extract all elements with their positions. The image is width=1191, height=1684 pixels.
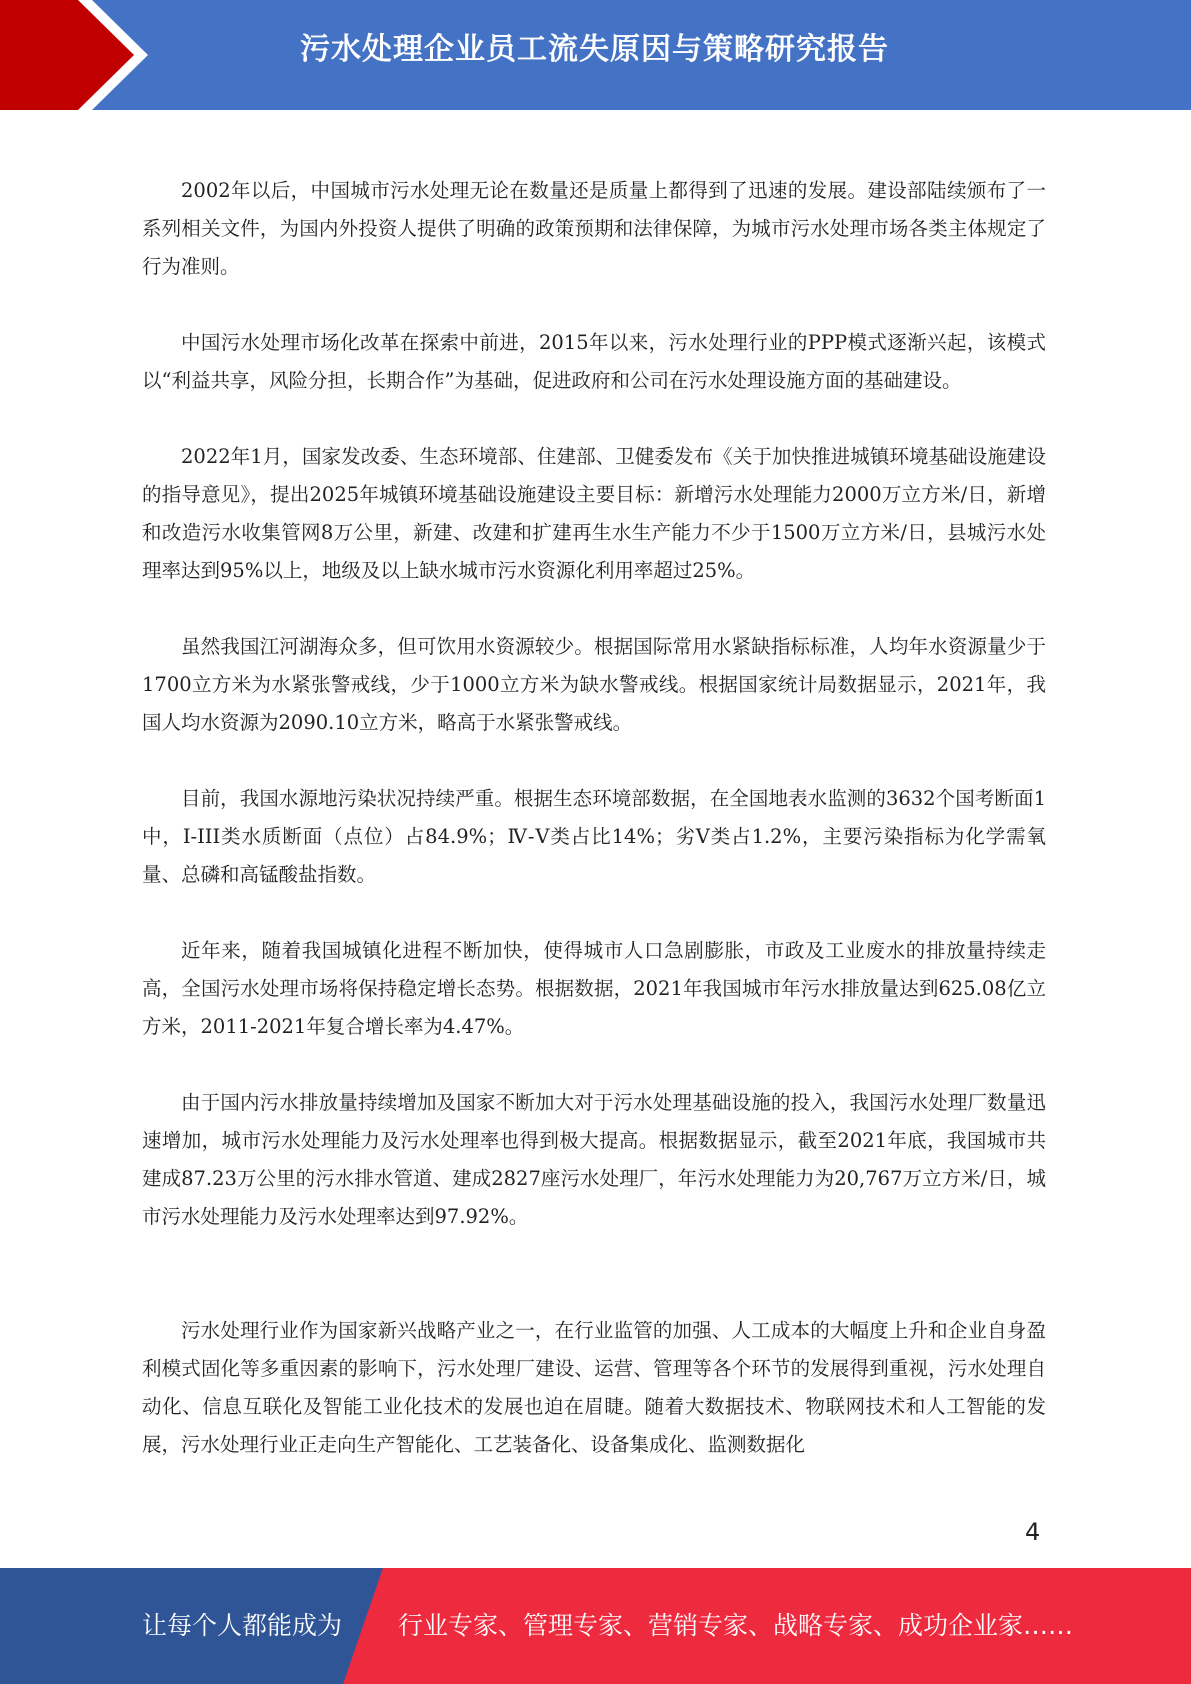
paragraph-3: 2022年1月，国家发改委、生态环境部、住建部、卫健委发布《关于加快推进城镇环境基础设施建设的指导意见》，提出2025年城镇环境基础设施建设主要目标：新增污水处理能力2000万立方米/日，新增和改造污水收集管网8万公里，新建、改建和扩建再生水生产能力不少于1500万立方米/日，县城污水处理率达到95%以上，地级及以上缺水城市污水资源化利用率超过25%。 xyxy=(142,445,1046,582)
paragraph-7: 由于国内污水排放量持续增加及国家不断加大对于污水处理基础设施的投入，我国污水处理厂数量迅速增加，城市污水处理能力及污水处理率也得到极大提高。根据数据显示，截至2021年底，我国城市共建成87.23万公里的污水排水管道、建成2827座污水处理厂，年污水处理能力为20,767万立方米/日，城市污水处理能力及污水处理率达到97.92%。 xyxy=(142,1091,1046,1228)
page-footer xyxy=(0,1568,1191,1684)
report-title: 污水处理企业员工流失原因与策略研究报告 xyxy=(300,32,889,67)
document-body xyxy=(142,172,1046,1464)
page-number: 4 xyxy=(1025,1518,1041,1546)
paragraph-5: 目前，我国水源地污染状况持续严重。根据生态环境部数据，在全国地表水监测的3632个国考断面1中，I-III类水质断面（点位）占84.9%；Ⅳ-Ⅴ类占比14%；劣Ⅴ类占1.2%，主要污染指标为化学需氧量、总磷和高锰酸盐指数。 xyxy=(142,787,1046,886)
paragraph-2: 中国污水处理市场化改革在探索中前进，2015年以来，污水处理行业的PPP模式逐渐兴起，该模式以“利益共享，风险分担，长期合作”为基础，促进政府和公司在污水处理设施方面的基础建设。 xyxy=(142,331,1046,392)
footer-slogan-right: 行业专家、管理专家、营销专家、战略专家、成功企业家…… xyxy=(398,1611,1074,1640)
paragraph-1: 2002年以后，中国城市污水处理无论在数量还是质量上都得到了迅速的发展。建设部陆续颁布了一系列相关文件，为国内外投资人提供了明确的政策预期和法律保障，为城市污水处理市场各类主体规定了行为准则。 xyxy=(142,179,1046,278)
paragraph-8: 污水处理行业作为国家新兴战略产业之一，在行业监管的加强、人工成本的大幅度上升和企业自身盈利模式固化等多重因素的影响下，污水处理厂建设、运营、管理等各个环节的发展得到重视，污水处理自动化、信息互联化及智能工业化技术的发展也迫在眉睫。随着大数据技术、物联网技术和人工智能的发展，污水处理行业正走向生产智能化、工艺装备化、设备集成化、监测数据化 xyxy=(142,1319,1046,1456)
paragraph-4: 虽然我国江河湖海众多，但可饮用水资源较少。根据国际常用水紧缺指标标准，人均年水资源量少于1700立方米为水紧张警戒线，少于1000立方米为缺水警戒线。根据国家统计局数据显示，2021年，我国人均水资源为2090.10立方米，略高于水紧张警戒线。 xyxy=(142,635,1046,734)
footer-slogan-left: 让每个人都能成为 xyxy=(142,1611,343,1640)
page-header xyxy=(0,0,1191,110)
paragraph-6: 近年来，随着我国城镇化进程不断加快，使得城市人口急剧膨胀，市政及工业废水的排放量持续走高，全国污水处理市场将保持稳定增长态势。根据数据，2021年我国城市年污水排放量达到625.08亿立方米，2011-2021年复合增长率为4.47%。 xyxy=(142,939,1046,1038)
